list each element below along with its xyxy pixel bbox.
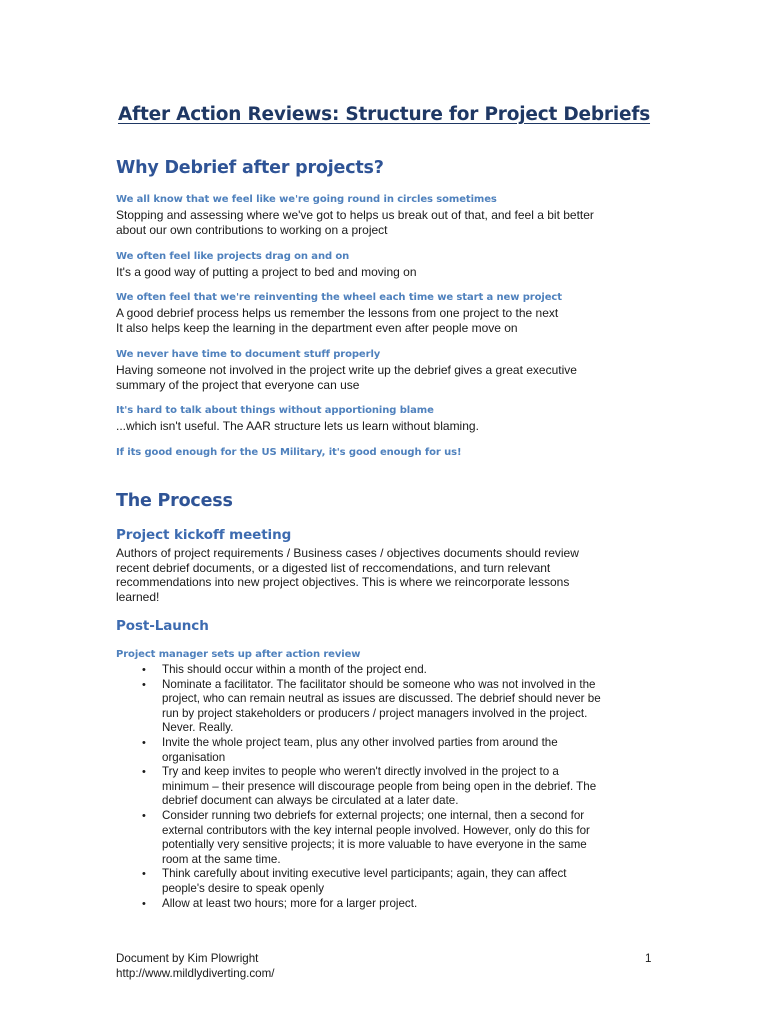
bullet-icon: •	[142, 868, 146, 881]
text-line: Allow at least two hours; more for a larger project.	[162, 896, 418, 910]
text-line: room at the same time.	[162, 852, 281, 866]
reason-heading: We often feel like projects drag on and on	[116, 251, 350, 262]
page-number: 1	[645, 952, 652, 965]
subsection-heading-post-launch: Post-Launch	[116, 618, 209, 634]
text-line: organisation	[162, 750, 226, 764]
text-line: debrief document can always be circulated at a later date.	[162, 794, 459, 808]
list-item	[116, 867, 656, 896]
bullet-icon: •	[142, 897, 146, 910]
bullet-icon: •	[142, 678, 146, 691]
text-line: It also helps keep the learning in the department even after people move on	[116, 320, 518, 335]
text-line: Authors of project requirements / Business cases / objectives documents should review	[116, 546, 579, 560]
text-line: This should occur within a month of the project end.	[162, 663, 427, 676]
bullet-icon: •	[142, 664, 146, 676]
reason-heading: We all know that we feel like we're going round in circles sometimes	[116, 194, 497, 205]
text-line: Invite the whole project team, plus any other involved parties from around the	[162, 735, 558, 749]
list-item	[116, 678, 656, 736]
section-heading-why: Why Debrief after projects?	[116, 158, 384, 178]
reason-heading: It's hard to talk about things without apportioning blame	[116, 405, 434, 416]
reason-heading: If its good enough for the US Military, it's good enough for us!	[116, 447, 462, 458]
text-line: It's a good way of putting a project to bed and moving on	[116, 265, 417, 279]
subsection-heading-kickoff: Project kickoff meeting	[116, 527, 292, 543]
text-line: external contributors with the key internal people involved. However, only do this for	[162, 823, 590, 837]
text-line: Try and keep invites to people who weren't directly involved in the project to a	[162, 765, 559, 779]
list-item	[116, 809, 656, 867]
footer-link[interactable]: http://www.mildlydiverting.com/	[116, 966, 275, 980]
text-line: recommendations into new project objectives. This is where we reincorporate lessons	[116, 575, 570, 590]
section-heading-process: The Process	[116, 491, 233, 511]
text-line: run by project stakeholders or producers / project managers involved in the project.	[162, 706, 588, 720]
reason-text	[116, 306, 636, 335]
reason-heading: We often feel that we're reinventing the wheel each time we start a new project	[116, 292, 562, 303]
post-launch-bullet-list	[116, 663, 656, 911]
text-line: learned!	[116, 589, 160, 604]
text-line: recent debrief documents, or a digested list of reccomendations, and turn relevant	[116, 560, 551, 575]
reason-text	[116, 419, 636, 434]
text-line: people's desire to speak openly	[162, 881, 325, 895]
list-item	[116, 897, 656, 912]
reason-text	[116, 265, 636, 280]
text-line: about our own contributions to working on a project	[116, 222, 388, 237]
text-line: Consider running two debriefs for external projects; one internal, then a second for	[162, 808, 585, 822]
text-line: Never. Really.	[162, 721, 234, 735]
text-line: ...which isn't useful. The AAR structure lets us learn without blaming.	[116, 419, 479, 433]
text-line: Nominate a facilitator. The facilitator should be someone who was not involved in the	[162, 677, 596, 691]
text-line: minimum – their presence will discourage people from being open in the debrief. The	[162, 779, 597, 793]
reason-text	[116, 363, 636, 392]
bullet-icon: •	[142, 766, 146, 779]
list-item	[116, 765, 656, 809]
post-launch-subheading: Project manager sets up after action review	[116, 649, 361, 660]
reason-heading: We never have time to document stuff properly	[116, 349, 381, 360]
bullet-icon: •	[142, 736, 146, 749]
text-line: summary of the project that everyone can use	[116, 377, 360, 392]
page-footer	[116, 952, 275, 981]
bullet-icon: •	[142, 809, 146, 822]
text-line: A good debrief process helps us remember the lessons from one project to the next	[116, 306, 559, 320]
list-item	[116, 736, 656, 765]
footer-author: Document by Kim Plowright	[116, 952, 259, 965]
text-line: Stopping and assessing where we've got to helps us break out of that, and feel a bit better	[116, 208, 594, 222]
text-line: Think carefully about inviting executive level participants; again, they can affect	[162, 867, 567, 881]
reason-text	[116, 208, 636, 237]
text-line: project, who can remain neutral as issues are discussed. The debrief should never be	[162, 692, 601, 706]
list-item	[116, 663, 656, 678]
text-line: potentially very sensitive projects; it is more valuable to have everyone in the same	[162, 838, 587, 852]
kickoff-text	[116, 546, 636, 604]
text-line: Having someone not involved in the project write up the debrief gives a great executive	[116, 363, 577, 377]
page-title: After Action Reviews: Structure for Project Debriefs	[117, 104, 651, 125]
